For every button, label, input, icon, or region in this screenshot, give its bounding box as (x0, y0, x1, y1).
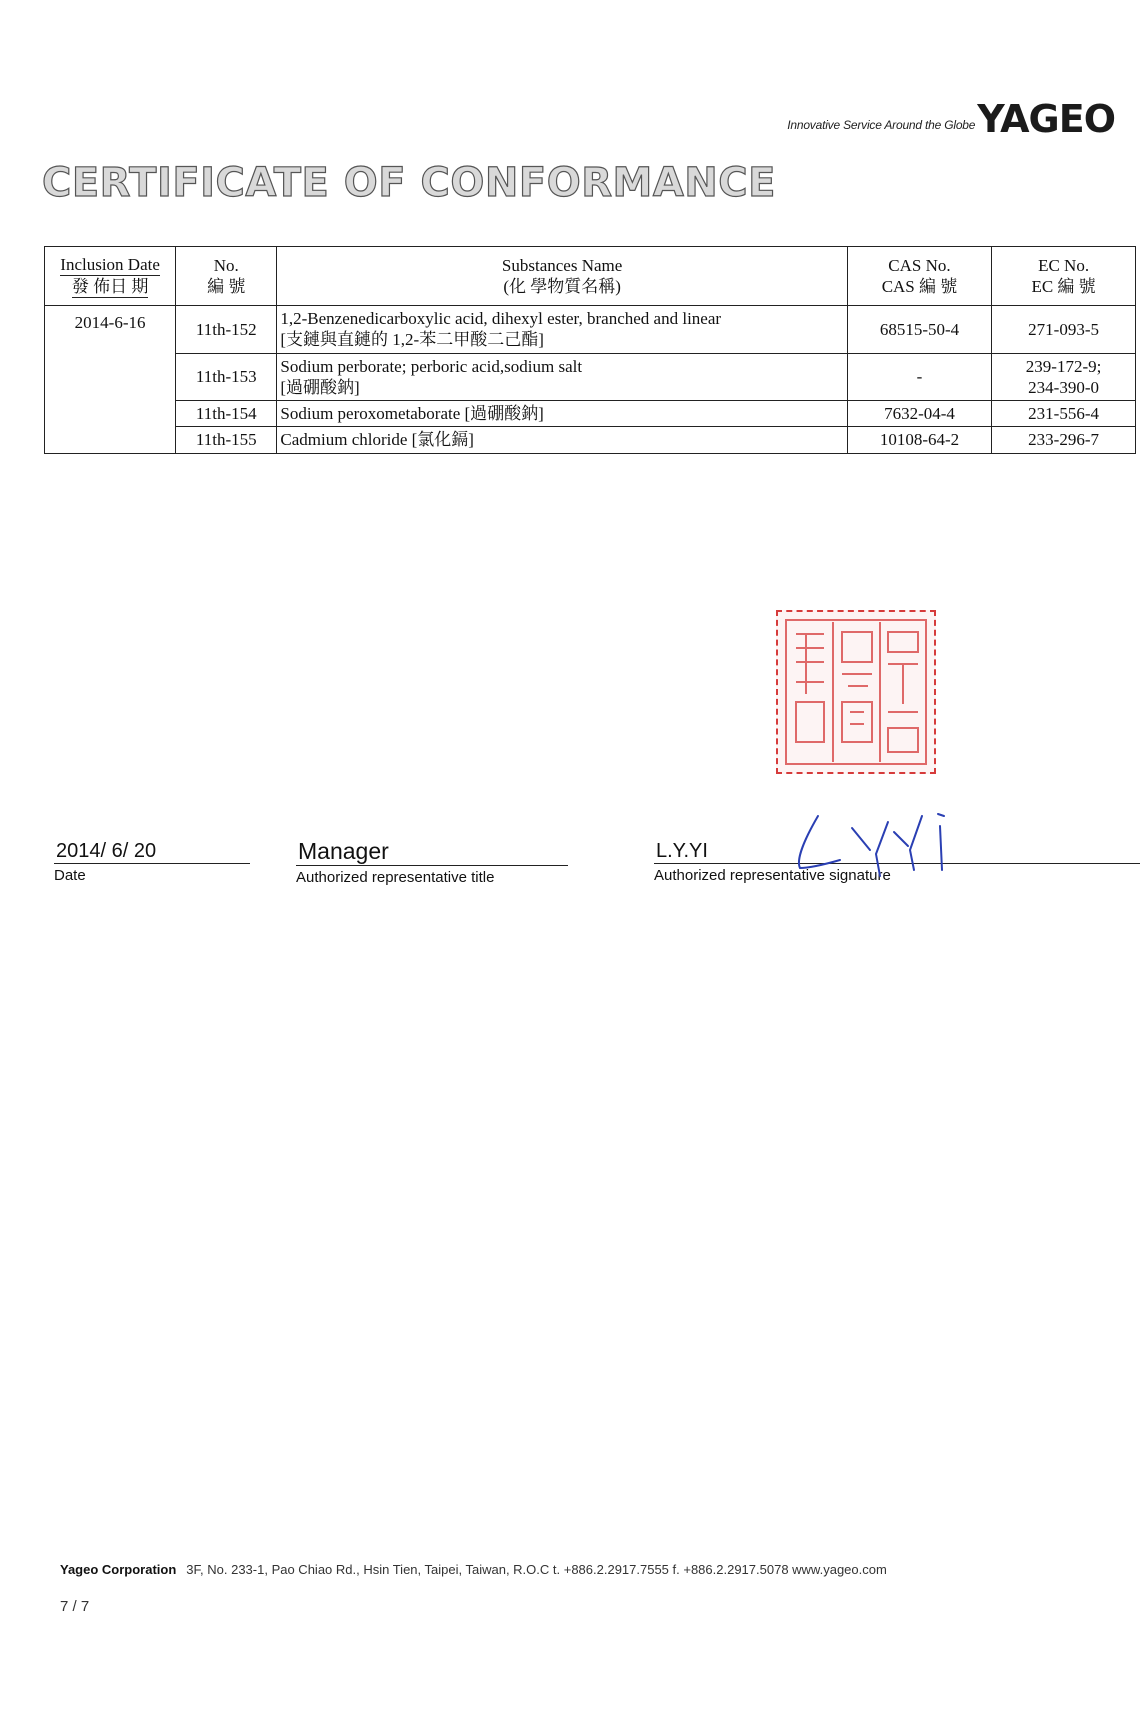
title-block (296, 838, 568, 886)
row-substance-name: Sodium perborate; perboric acid,sodium salt [過硼酸鈉] (277, 353, 847, 401)
certificate-title: CERTIFICATE OF CONFORMANCE (42, 160, 776, 206)
brand-header (787, 97, 1115, 141)
row-cas: 7632-04-4 (847, 401, 991, 427)
row-cas: - (847, 353, 991, 401)
inclusion-date-cell: 2014-6-16 (45, 306, 176, 454)
row-cas: 10108-64-2 (847, 427, 991, 453)
signoff-title: Manager (298, 838, 389, 864)
table-row (45, 353, 1136, 401)
row-substance-name: Sodium peroxometaborate [過硼酸鈉] (277, 401, 847, 427)
date-caption: Date (54, 867, 86, 884)
table-row (45, 306, 1136, 354)
seal-icon (778, 612, 934, 772)
signature-caption: Authorized representative signature (654, 867, 891, 884)
row-no: 11th-152 (176, 306, 277, 354)
row-ec: 271-093-5 (992, 306, 1136, 354)
title-caption: Authorized representative title (296, 869, 495, 886)
signoff-signer: L.Y.YI (656, 840, 708, 862)
company-seal-stamp (776, 610, 936, 774)
date-block (54, 840, 250, 884)
row-ec: 231-556-4 (992, 401, 1136, 427)
row-cas: 68515-50-4 (847, 306, 991, 354)
row-substance-name: 1,2-Benzenedicarboxylic acid, dihexyl ester, branched and linear [支鏈與直鏈的 1,2-苯二甲酸二己酯] (277, 306, 847, 354)
table-row (45, 427, 1136, 453)
row-substance-name: Cadmium chloride [氯化鎘] (277, 427, 847, 453)
page-number: 7 / 7 (60, 1598, 90, 1615)
row-ec: 239-172-9; 234-390-0 (992, 353, 1136, 401)
header-cas-no: CAS No. CAS 編 號 (847, 247, 991, 306)
footer-address-text: 3F, No. 233-1, Pao Chiao Rd., Hsin Tien, Taipei, Taiwan, R.O.C t. +886.2.2917.7555 f. +886.2.2917.5078 www.yageo.com (186, 1562, 887, 1577)
header-substances-name: Substances Name (化 學物質名稱) (277, 247, 847, 306)
substances-table (44, 246, 1136, 454)
brand-tagline: Innovative Service Around the Globe (787, 118, 976, 132)
table-row (45, 401, 1136, 427)
row-no: 11th-154 (176, 401, 277, 427)
handwritten-signature-icon (790, 810, 960, 880)
header-inclusion-date: Inclusion Date 發 佈日 期 (45, 247, 176, 306)
table-header-row (45, 247, 1136, 306)
footer-address (60, 1562, 887, 1577)
row-no: 11th-153 (176, 353, 277, 401)
header-no: No. 編 號 (176, 247, 277, 306)
signoff-date: 2014/ 6/ 20 (56, 840, 157, 862)
header-ec-no: EC No. EC 編 號 (992, 247, 1136, 306)
row-ec: 233-296-7 (992, 427, 1136, 453)
footer-company: Yageo Corporation (60, 1562, 177, 1577)
yageo-logo: YAGEO (977, 97, 1115, 141)
row-no: 11th-155 (176, 427, 277, 453)
